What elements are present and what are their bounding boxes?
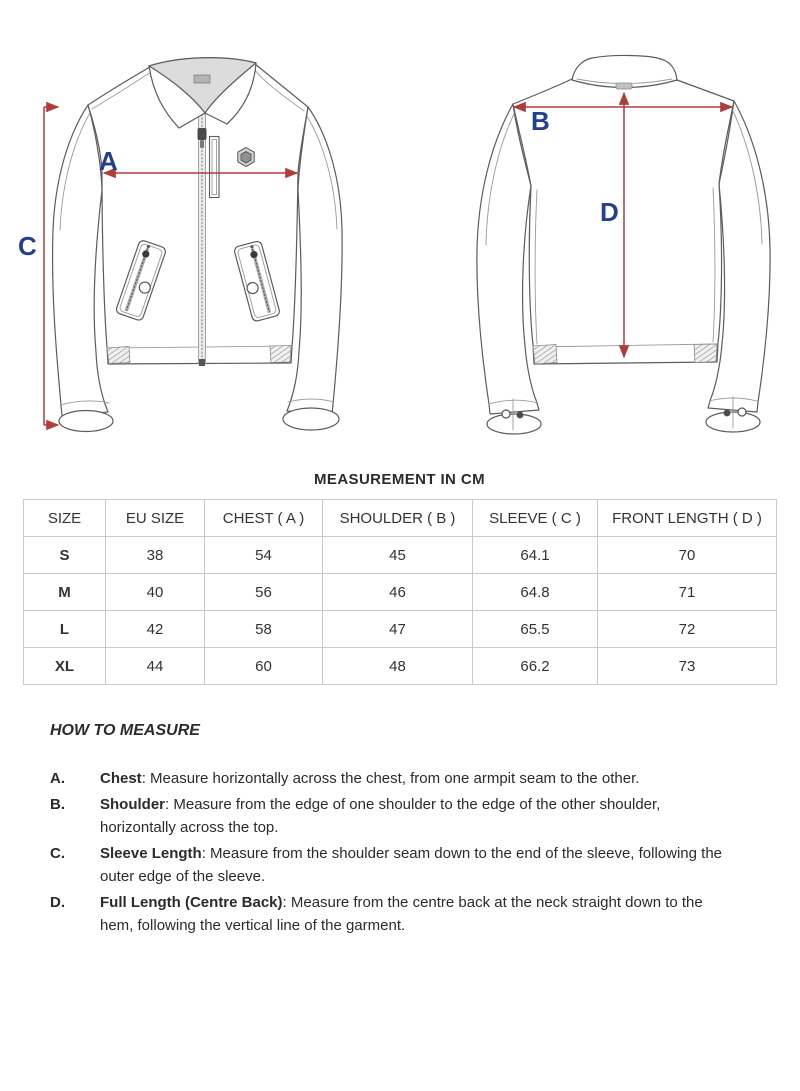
- measure-item-letter: B.: [50, 796, 65, 813]
- table-cell: 48: [323, 648, 473, 685]
- table-cell: 71: [598, 574, 777, 611]
- table-cell: 38: [106, 537, 205, 574]
- measure-item-term: Full Length (Centre Back): [100, 894, 283, 911]
- sleeve-label: C: [18, 231, 37, 261]
- measure-item: [100, 842, 740, 888]
- table-cell: 45: [323, 537, 473, 574]
- how-to-measure-section: [50, 722, 760, 937]
- shoulder-label: B: [531, 106, 550, 136]
- measure-item-letter: D.: [50, 894, 65, 911]
- measure-item-desc: : Measure from the centre back at the neck straight down to the hem, following the vertical line of the garment.: [100, 894, 703, 934]
- table-cell: 64.1: [473, 537, 598, 574]
- measurement-table-title: MEASUREMENT IN CM: [314, 471, 485, 488]
- table-header-row: [24, 500, 777, 537]
- table-row: [24, 537, 777, 574]
- table-cell: 56: [205, 574, 323, 611]
- measure-item-list: [50, 767, 760, 937]
- measure-item: [100, 891, 740, 937]
- table-cell: 47: [323, 611, 473, 648]
- table-cell: S: [24, 537, 106, 574]
- table-cell: 46: [323, 574, 473, 611]
- how-to-measure-heading: HOW TO MEASURE: [50, 722, 200, 739]
- column-header-chest: CHEST ( A ): [205, 500, 323, 537]
- measure-item-letter: A.: [50, 770, 65, 787]
- measure-item-desc: : Measure from the shoulder seam down to the end of the sleeve, following the outer edge of the sleeve.: [100, 845, 723, 885]
- table-row: [24, 574, 777, 611]
- table-row: [24, 611, 777, 648]
- table-cell: 54: [205, 537, 323, 574]
- column-header-eu-size: EU SIZE: [106, 500, 205, 537]
- table-cell: 73: [598, 648, 777, 685]
- jacket-sketch-canvas: [0, 0, 800, 460]
- table-cell: XL: [24, 648, 106, 685]
- column-header-front-length: FRONT LENGTH ( D ): [598, 500, 777, 537]
- garment-diagrams: [0, 0, 800, 460]
- measure-item-term: Sleeve Length: [100, 845, 202, 862]
- length-label: D: [600, 197, 619, 227]
- table-cell: M: [24, 574, 106, 611]
- measure-item-letter: C.: [50, 845, 65, 862]
- table-cell: L: [24, 611, 106, 648]
- table-cell: 66.2: [473, 648, 598, 685]
- chest-label: A: [99, 146, 118, 176]
- column-header-shoulder: SHOULDER ( B ): [323, 500, 473, 537]
- table-cell: 65.5: [473, 611, 598, 648]
- measurement-table: [23, 499, 777, 685]
- measure-item-term: Shoulder: [100, 796, 166, 813]
- measure-item: [100, 767, 740, 790]
- table-cell: 72: [598, 611, 777, 648]
- measure-item-term: Chest: [100, 770, 142, 787]
- table-cell: 70: [598, 537, 777, 574]
- measure-item-desc: : Measure from the edge of one shoulder to the edge of the other shoulder, horizontally across the top.: [100, 796, 661, 836]
- table-cell: 58: [205, 611, 323, 648]
- table-cell: 60: [205, 648, 323, 685]
- column-header-size: SIZE: [24, 500, 106, 537]
- table-cell: 64.8: [473, 574, 598, 611]
- table-cell: 44: [106, 648, 205, 685]
- measure-item-desc: : Measure horizontally across the chest, from one armpit seam to the other.: [141, 770, 640, 787]
- table-row: [24, 648, 777, 685]
- table-cell: 42: [106, 611, 205, 648]
- table-cell: 40: [106, 574, 205, 611]
- front-jacket-sketch: [53, 58, 343, 432]
- measure-item: [100, 793, 740, 839]
- column-header-sleeve: SLEEVE ( C ): [473, 500, 598, 537]
